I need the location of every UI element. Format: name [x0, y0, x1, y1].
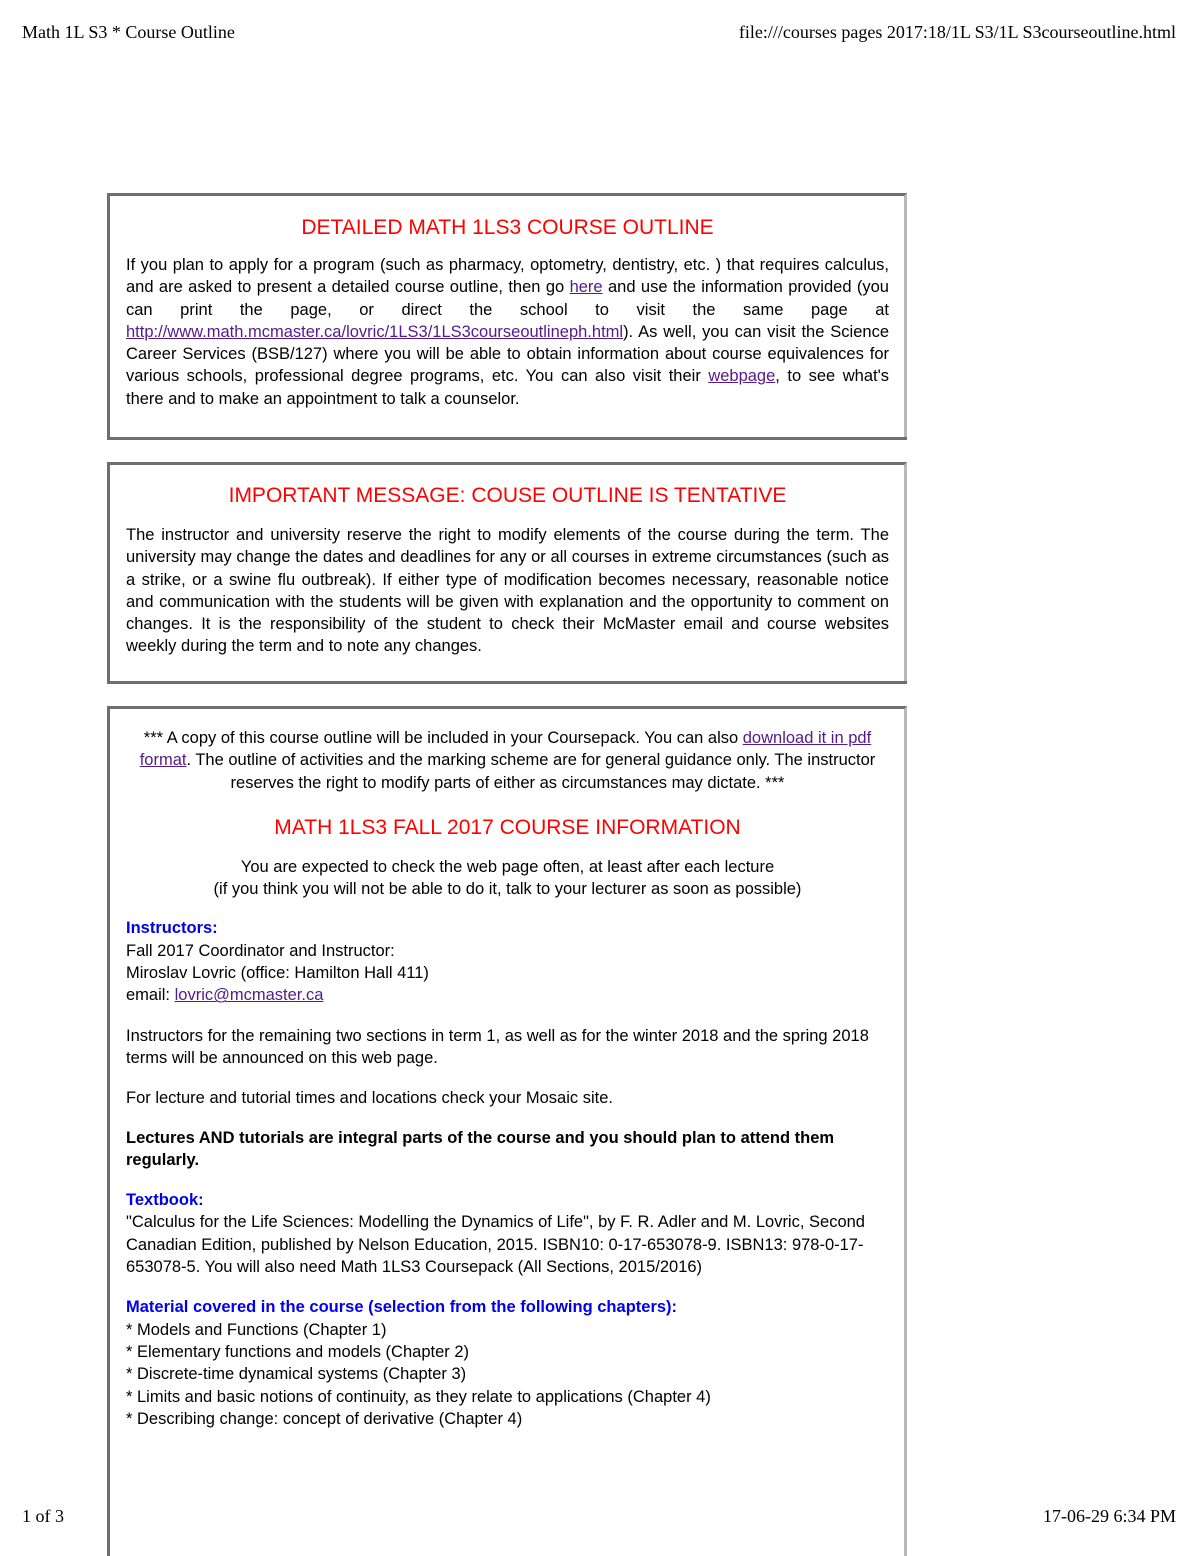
instructor-name: Miroslav Lovric (office: Hamilton Hall 411) [126, 964, 429, 983]
detailed-outline-text-1: If you plan to apply for a program (such as pharmacy, optometry, dentistry, etc. ) that requires calculus, and are asked to present a detailed course outline, then go [126, 256, 889, 297]
coursepack-note [126, 727, 889, 794]
print-header-title: Math 1L S3 * Course Outline [22, 22, 235, 42]
detailed-outline-title: DETAILED MATH 1LS3 COURSE OUTLINE [301, 216, 714, 239]
coordinator-line: Fall 2017 Coordinator and Instructor: [126, 941, 395, 960]
webpage-link[interactable]: webpage [708, 367, 776, 386]
coursepack-note-a: *** A copy of this course outline will be included in your Coursepack. You can also [143, 729, 743, 747]
detailed-outline-text-2: and use the information provided (you can print the page, or direct the school to visit the same page at [126, 278, 889, 319]
chapter-item: * Models and Functions (Chapter 1) [126, 1320, 387, 1339]
chapter-item: * Describing change: concept of derivative (Chapter 4) [126, 1409, 523, 1428]
email-line [126, 984, 889, 1006]
remaining-instructors: Instructors for the remaining two sections in term 1, as well as for the winter 2018 and the spring 2018 terms will be announced on this web page. [126, 1026, 869, 1067]
chapter-item: * Discrete-time dynamical systems (Chapter 3) [126, 1365, 467, 1384]
detailed-outline-box [107, 193, 907, 440]
textbook-heading: Textbook: [126, 1191, 204, 1210]
print-footer-datetime: 17-06-29 6:34 PM [1042, 1506, 1176, 1526]
print-header-url: file:///courses pages 2017:18/1L S3/1L S3courseoutline.html [738, 22, 1176, 42]
email-label: email: [126, 986, 175, 1005]
expect-line-2: (if you think you will not be able to do it, talk to your lecturer as soon as possible) [213, 880, 802, 899]
course-information-box [107, 706, 907, 1556]
pdf-download-link[interactable]: download it in pdf format [139, 729, 872, 770]
coursepack-note-b: . The outline of activities and the marking scheme are for general guidance only. The instructor reserves the right to modify parts of either as circumstances may dictate. *** [186, 751, 876, 792]
detailed-outline-text-3: ). As well, you can visit the Science Career Services (BSB/127) where you will be able to obtain information about course equivalences for various schools, professional degree programs, etc. You can also visit their [126, 322, 889, 386]
outline-url-link[interactable]: http://www.math.mcmaster.ca/lovric/1LS3/1LS3courseoutlineph.html [126, 322, 624, 341]
email-link[interactable]: lovric@mcmaster.ca [174, 986, 324, 1005]
here-link[interactable]: here [569, 278, 603, 297]
expect-line-1: You are expected to check the web page often, at least after each lecture [240, 857, 775, 876]
textbook-text: "Calculus for the Life Sciences: Modelling the Dynamics of Life", by F. R. Adler and M. Lovric, Second Canadian Edition, published by Nelson Education, 2015. ISBN10: 0-17-653078-9. ISBN13: 978-0-17-653078-5. You will also need Math 1LS3 Coursepack (All Sections, 2015/2016) [126, 1213, 865, 1277]
detailed-outline-text [126, 254, 889, 410]
tentative-message-box [107, 462, 907, 684]
detailed-outline-text-4: , to see what's there and to make an appointment to talk a counselor. [126, 367, 889, 408]
material-heading: Material covered in the course (selection from the following chapters): [126, 1298, 678, 1317]
attendance-note: Lectures AND tutorials are integral parts of the course and you should plan to attend them regularly. [126, 1128, 835, 1169]
instructors-heading: Instructors: [126, 919, 218, 938]
tentative-message-title: IMPORTANT MESSAGE: COUSE OUTLINE IS TENTATIVE [228, 484, 787, 507]
chapter-item: * Elementary functions and models (Chapter 2) [126, 1342, 470, 1361]
tentative-message-text: The instructor and university reserve the right to modify elements of the course during the term. The university may change the dates and deadlines for any or all courses in extreme circumstances (such as a strike, or a swine flu outbreak). If either type of modification becomes necessary, reasonable notice and communication with the students will be given with explanation and the opportunity to comment on changes. It is the responsibility of the student to check their McMaster email and course websites weekly during the term and to note any changes. [126, 526, 889, 656]
lecture-times-note: For lecture and tutorial times and locations check your Mosaic site. [126, 1089, 613, 1108]
chapter-item: * Limits and basic notions of continuity, as they relate to applications (Chapter 4) [126, 1387, 711, 1406]
print-footer-page: 1 of 3 [22, 1506, 64, 1526]
chapter-list [126, 1319, 889, 1430]
course-info-title: MATH 1LS3 FALL 2017 COURSE INFORMATION [274, 815, 741, 839]
